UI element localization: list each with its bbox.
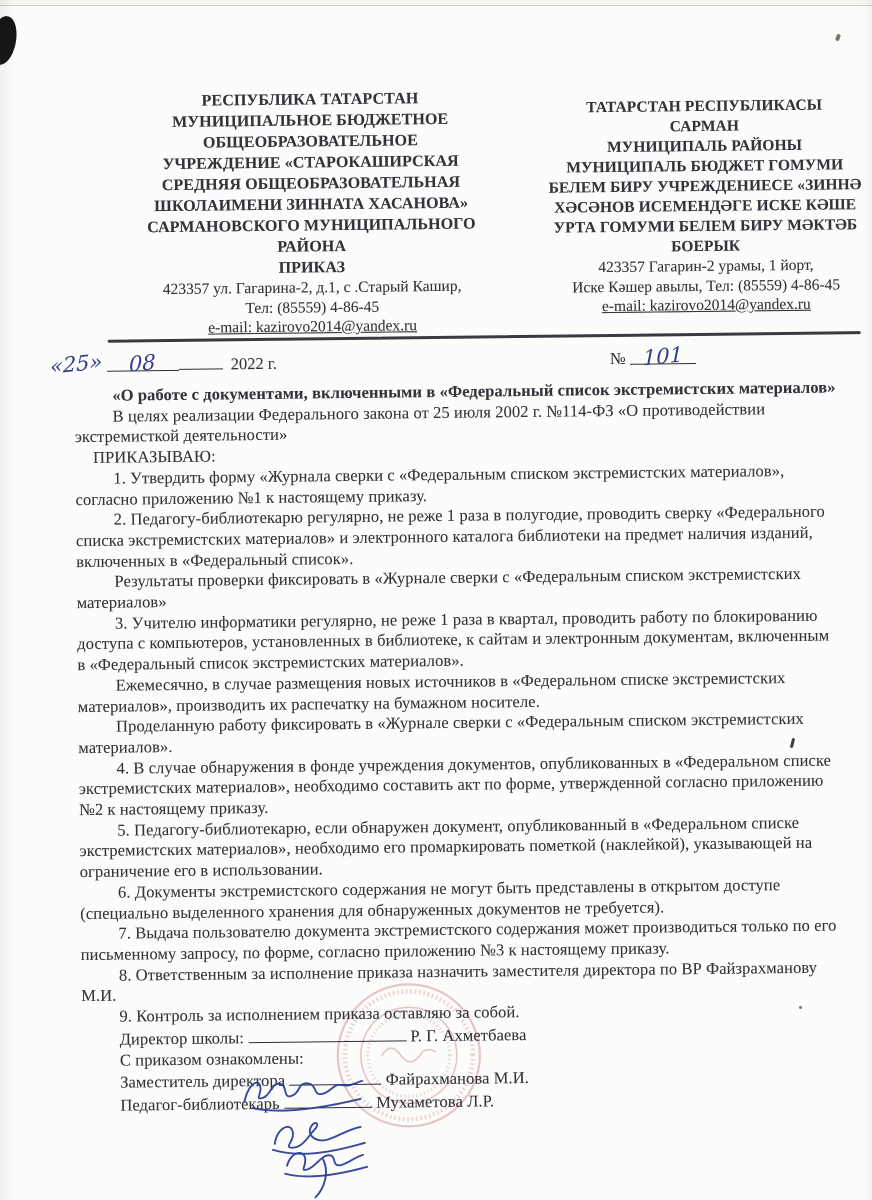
director-name: Р. Г. Ахметбаева <box>410 1024 527 1046</box>
order-paragraph: Проделанную работу фиксировать в «Журнале сверки с «Федеральным списком экстремистских материалов». <box>78 709 804 758</box>
document-type-label: БОЕРЫК <box>671 237 741 256</box>
org-header-tatar <box>523 95 872 318</box>
org-name-line: БЕЛЕМ БИРУ УЧРЕЖДЕНИЕСЕ «ЗИННӘ <box>548 176 862 197</box>
director-signature-ink <box>238 1069 368 1114</box>
order-paragraph: В целях реализации Федерального закона от 25 июля 2002 г. №114-ФЗ «О противодействии экстремисткой деятельности» <box>74 398 766 447</box>
order-paragraph: 8. Ответственным за исполнение приказа назначить заместителя директора по ВР Файзрахманову М.И. <box>81 957 818 1006</box>
email-line: e-mail: kazirovo2014@yandex.ru <box>601 295 811 316</box>
order-paragraph: 1. Утвердить форму «Журнала сверки с «Федеральным списком экстремистских материалов», согласно приложению №1 к настоящему приказу. <box>75 460 785 509</box>
deputy-name: Файрахманова М.И. <box>385 1068 530 1089</box>
handwritten-day: «25» <box>50 349 103 379</box>
org-name-line: УРТА ГОМУМИ БЕЛЕМ БИРУ МӘКТӘБ <box>553 216 858 237</box>
order-paragraph: 2. Педагогу-библиотекарю регулярно, не реже 1 раза в полугодие, проводить сверку «Федерального списка экстремистских материалов» и электронного каталога библиотеки на предмет наличия изданий, включенных в «Федеральный список». <box>75 501 825 571</box>
number-sign-label: № <box>609 348 626 369</box>
order-paragraph: 3. Учителю информатики регулярно, не реже 1 раза в квартал, проводить работу по блокированию доступа с компьютеров, установленных в библиотеке, к сайтам и электронным документам, включенным в «Федеральный список экстремистских материалов». <box>77 605 830 675</box>
handwritten-month: 08 <box>129 349 156 377</box>
org-name-line: МУНИЦИПАЛЬНОЕ БЮДЖЕТНОЕ <box>172 110 449 131</box>
address-line: 423357 ул. Гагарина-2, д.1, с .Старый Кашир, <box>162 277 462 299</box>
org-name-line: САРМАН <box>669 117 740 136</box>
order-paragraph: 7. Выдача пользователю документа экстремистского содержания может производиться только по его письменному запросу, по форме, согласно приложению №3 к настоящему приказу. <box>80 915 837 965</box>
order-paragraph: 5. Педагогу-библиотекарю, если обнаружен документ, опубликованный в «Федеральном списке экстремистских материалов», необходимо его промаркировать пометкой (наклейкой), указывающей на ограничение его в использовании. <box>79 812 813 882</box>
acknowledged-line: С приказом ознакомлены: <box>119 1048 304 1070</box>
document-type-label: ПРИКАЗ <box>278 259 346 277</box>
librarian-label: Педагог-библиотекарь <box>120 1093 280 1115</box>
order-paragraph: 9. Контроль за исполнением приказа оставляю за собой. <box>119 1002 520 1026</box>
org-name-line: РАЙОНА <box>277 238 347 256</box>
order-title: «О работе с документами, включенными в «Федеральный список экстремистских материалов» <box>112 377 836 405</box>
phone-line: Иске Кәшер авылы, Тел: (85559) 4-86-45 <box>572 275 841 296</box>
date-group <box>50 349 277 377</box>
org-name-line: ТАТАРСТАН РЕСПУБЛИКАСЫ <box>586 96 823 117</box>
order-paragraph: 6. Документы экстремистского содержания не могут быть представлены в открытом доступе (специально выделенного хранения для обнаруженных документов не требуется). <box>80 874 781 923</box>
org-name-line: ХӘСӘНОВ ИСЕМЕНДӘГЕ ИСКЕ КӘШЕ <box>554 196 857 217</box>
year-label: 2022 г. <box>230 353 277 374</box>
org-name-line: МУНИЦИПАЛЬ БЮДЖЕТ ГОМУМИ <box>566 156 844 177</box>
org-name-line: МУНИЦИПАЛЬ РАЙОНЫ <box>606 136 803 157</box>
org-name-line: РЕСПУБЛИКА ТАТАРСТАН <box>201 90 419 110</box>
order-paragraph: ПРИКАЗЫВАЮ: <box>92 446 216 467</box>
librarian-signature-ink <box>279 1143 380 1200</box>
deputy-label: Заместитель директора <box>120 1070 286 1092</box>
librarian-name: Мухаметова Л.Р. <box>376 1091 495 1112</box>
org-name-line: ШКОЛАИМЕНИ ЗИННАТА ХАСАНОВА» <box>154 194 469 216</box>
handwritten-order-number: 101 <box>642 342 683 371</box>
director-label: Директор школы: <box>119 1028 245 1049</box>
org-name-line: СРЕДНЯЯ ОБЩЕОБРАЗОВАТЕЛЬНАЯ <box>161 173 461 195</box>
address-line: 423357 Гагарин-2 урамы, 1 йорт, <box>598 256 814 277</box>
order-paragraph: Ежемесячно, в случае размещения новых источников в «Федеральном списке экстремистских материалов», производить их распечатку на бумажном носителе. <box>77 667 786 716</box>
org-name-line: САРМАНОВСКОГО МУНИЦИПАЛЬНОГО <box>147 215 476 237</box>
order-number-group <box>610 344 696 369</box>
org-name-line: ОБЩЕОБРАЗОВАТЕЛЬНОЕ <box>202 132 419 152</box>
phone-line: Тел: (85559) 4-86-45 <box>245 298 380 317</box>
org-header-russian <box>101 87 522 339</box>
email-line: e-mail: kazirovo2014@yandex.ru <box>208 317 418 337</box>
order-paragraph: Результаты проверки фиксировать в «Журнале сверки с «Федеральным списком экстремистских материалов» <box>76 564 802 613</box>
org-name-line: УЧРЕЖДЕНИЕ «СТАРОКАШИРСКАЯ <box>162 152 459 174</box>
order-paragraph: 4. В случае обнаружения в фонде учреждения документов, опубликованных в «Федеральном списке экстремистских материалов», необходимо составить акт по форме, утвержденной согласно приложению №2 к настоящему приказу. <box>78 750 832 820</box>
